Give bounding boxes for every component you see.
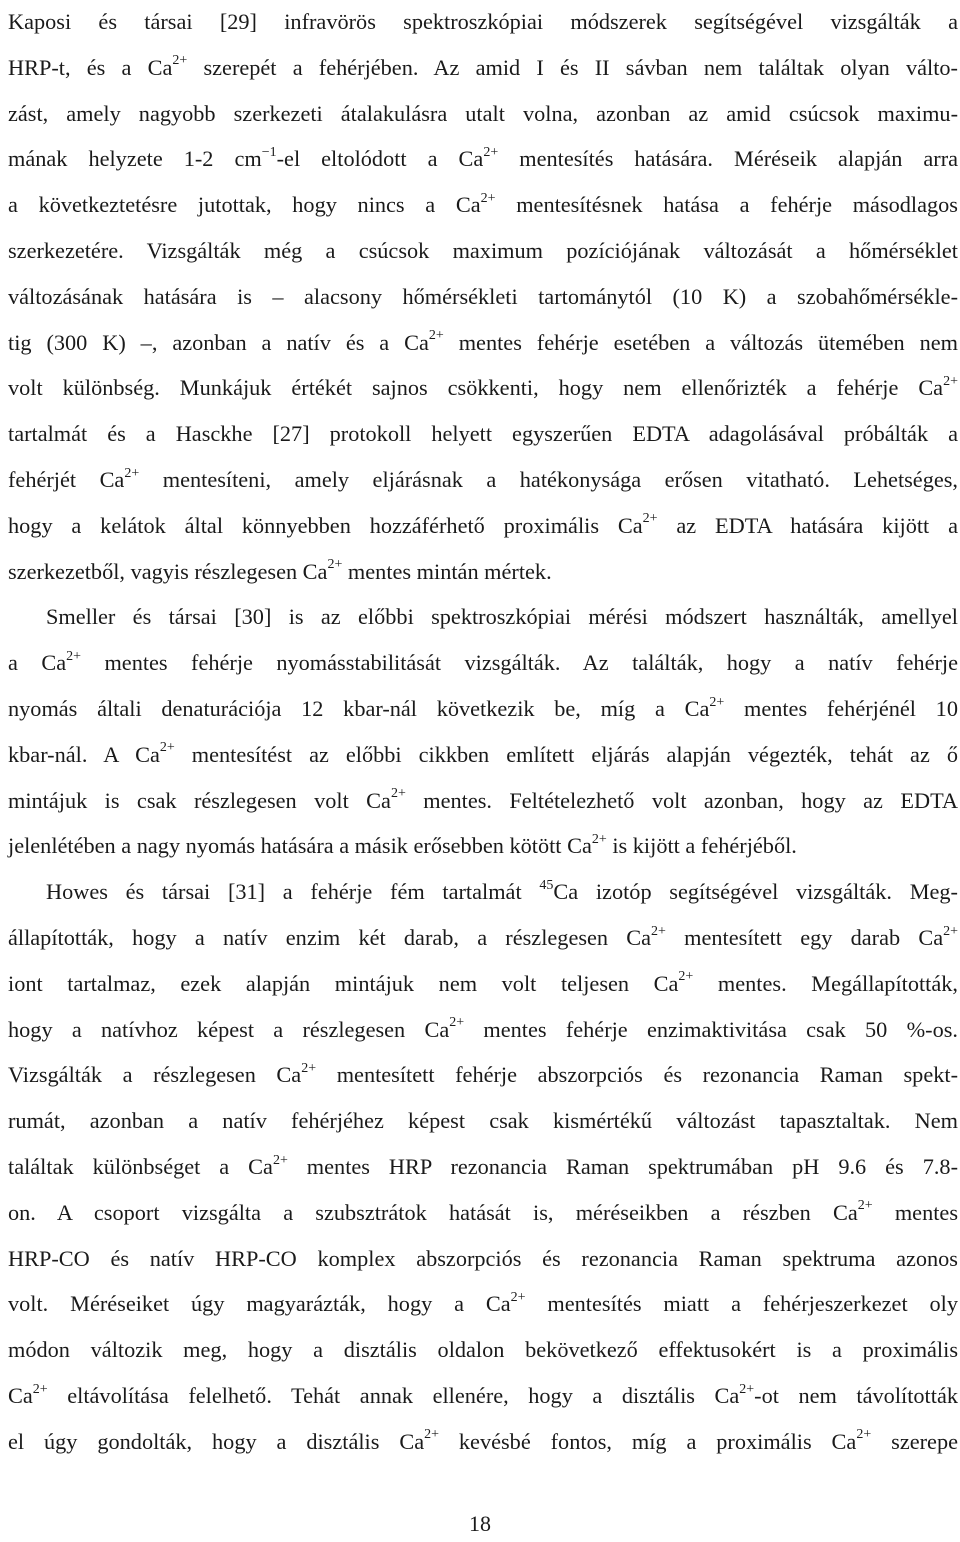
superscript: 2+ [272, 1152, 288, 1168]
text-segment: -el eltolódott a Ca [276, 146, 484, 172]
superscript: 2+ [510, 1289, 526, 1305]
text-line [8, 0, 958, 44]
text-segment: hogy a natívhoz képest a részlegesen Ca [8, 1016, 450, 1042]
text-line [8, 595, 958, 639]
superscript: 2+ [480, 190, 496, 206]
superscript: 2+ [678, 969, 694, 985]
text-line [8, 1008, 958, 1052]
text-segment: HRP-t, és a Ca [8, 54, 173, 80]
text-line [8, 1099, 958, 1143]
superscript: 2+ [943, 923, 958, 939]
text-segment: rumát, azonban a natív fehérjéhez képest csak kismértékű változást tapasztaltak. Nem [8, 1108, 958, 1134]
text-segment: mentes HRP rezonancia Raman spektrumában pH 9.6 és 7.8- [287, 1154, 958, 1179]
text-segment: nyomás általi denaturációja 12 kbar-nál következik be, míg a Ca [8, 696, 710, 721]
text-line [8, 92, 958, 136]
text-segment: változásának hatására is – alacsony hőmérsékleti tartománytól (10 K) a szobahőmérsékle- [8, 283, 958, 309]
text-segment: az EDTA hatására kijött a [657, 512, 958, 538]
superscript: 2+ [857, 1198, 873, 1214]
text-segment: szerkezetből, vagyis részlegesen Ca [8, 558, 328, 584]
text-segment: szerepe [871, 1428, 958, 1454]
text-segment: Ca izotóp segítségével vizsgálták. Meg- [553, 879, 958, 905]
text-segment: kbar-nál. A Ca [8, 741, 160, 767]
superscript: 2+ [483, 144, 499, 160]
text-segment: mentesíteni, amely eljárásnak a hatékonysága erősen vitatható. Lehetséges, [139, 467, 959, 492]
text-line [8, 229, 958, 273]
text-segment: hogy a kelátok által könnyebben hozzáférhető proximális Ca [8, 512, 643, 538]
superscript: 2+ [709, 694, 725, 710]
text-segment: mentesítés hatására. Méréseik alapján arra [498, 146, 959, 172]
text-segment: mintájuk is csak részlegesen volt Ca [8, 787, 391, 813]
text-line [8, 1328, 958, 1372]
superscript: −1 [261, 144, 277, 160]
superscript: 2+ [642, 511, 658, 527]
text-line [8, 1282, 958, 1326]
superscript: 2+ [651, 923, 666, 939]
superscript: 2+ [943, 373, 958, 389]
text-segment: on. A csoport vizsgálta a szubsztrátok hatását is, méréseikben a részben Ca [8, 1199, 858, 1225]
text-line [8, 916, 958, 960]
text-line [8, 1053, 958, 1097]
text-line [8, 183, 958, 227]
text-line [8, 504, 958, 548]
text-line [8, 641, 958, 685]
text-line [8, 458, 958, 502]
text-segment: a Ca [8, 650, 67, 676]
text-segment: mentes [872, 1199, 958, 1225]
superscript: 2+ [428, 328, 444, 344]
text-segment: Howes és társai [31] a fehérje fém tartalmát [46, 879, 540, 905]
text-segment: kevésbé fontos, míg a proximális Ca [439, 1428, 857, 1454]
text-segment: el úgy gondolták, hogy a disztális Ca [8, 1428, 425, 1454]
text-segment: a következtetésre jutottak, hogy nincs a Ca [8, 192, 481, 218]
text-line [8, 321, 958, 365]
text-line [8, 137, 958, 181]
superscript: 2+ [591, 831, 607, 847]
text-line [8, 824, 958, 868]
text-segment: eltávolítása felelhető. Tehát annak ellenére, hogy a disztális Ca [47, 1383, 740, 1408]
text-segment: mentes fehérje enzimaktivitása csak 50 %-os. [464, 1016, 958, 1042]
text-line [8, 1420, 958, 1464]
text-line [8, 962, 958, 1006]
text-segment: Vizsgálták a részlegesen Ca [8, 1062, 302, 1088]
text-segment: tig (300 K) –, azonban a natív és a Ca [8, 329, 429, 355]
text-segment: volt. Méréseiket úgy magyarázták, hogy a Ca [8, 1291, 511, 1317]
text-line [8, 412, 958, 456]
text-segment: volt különbség. Munkájuk értékét sajnos csökkenti, hogy nem ellenőrizték a fehérje Ca [8, 375, 944, 401]
superscript: 2+ [424, 1427, 439, 1443]
text-segment: jelenlétében a nagy nyomás hatására a másik erősebben kötött Ca [8, 833, 592, 859]
text-line [8, 46, 958, 90]
text-segment: is kijött a fehérjéből. [606, 833, 797, 859]
text-segment: Ca [8, 1383, 33, 1408]
text-line [8, 870, 958, 914]
text-segment: szerepét a fehérjében. Az amid I és II sávban nem találtak olyan válto- [187, 54, 958, 80]
text-segment: tartalmát és a Hasckhe [27] protokoll helyett egyszerűen EDTA adagolásával próbálták a [8, 421, 958, 447]
text-segment: mának helyzete 1-2 cm [8, 146, 262, 172]
text-segment: mentes. Feltételezhető volt azonban, hogy az EDTA [405, 787, 958, 813]
text-segment: szerkezetére. Vizsgálták még a csúcsok maximum pozíciójának változását a hőmérséklet [8, 238, 958, 263]
text-line [8, 1374, 958, 1418]
superscript: 2+ [739, 1381, 755, 1397]
text-line [8, 733, 958, 777]
text-line [8, 687, 958, 731]
superscript: 2+ [66, 648, 82, 664]
text-segment: mentesítést az előbbi cikkben említett eljárás alapján végezték, tehát az ő [174, 741, 958, 767]
text-line [8, 1145, 958, 1189]
text-segment: mentes. Megállapították, [693, 970, 958, 996]
text-segment: mentesített fehérje abszorpciós és rezonancia Raman spekt- [316, 1062, 958, 1088]
superscript: 2+ [124, 465, 140, 481]
superscript: 2+ [301, 1060, 317, 1076]
text-segment: Smeller és társai [30] is az előbbi spektroszkópiai mérési módszert használták, amellyel [46, 604, 958, 630]
text-segment: mentes mintán mértek. [342, 558, 552, 584]
text-segment: mentesített egy darab Ca [665, 925, 944, 950]
text-line [8, 366, 958, 410]
text-segment: módon változik meg, hogy a disztális oldalon bekövetkező effektusokért is a proximális [8, 1337, 958, 1363]
text-segment: Kaposi és társai [29] infravörös spektroszkópiai módszerek segítségével vizsgálták a [8, 9, 958, 34]
text-segment: -ot nem távolították [754, 1383, 958, 1408]
text-segment: találtak különbséget a Ca [8, 1154, 273, 1179]
text-line [8, 275, 958, 319]
superscript: 2+ [172, 53, 188, 69]
text-segment: mentesítésnek hatása a fehérje másodlagos [495, 192, 958, 218]
superscript: 2+ [449, 1015, 465, 1031]
text-segment: fehérjét Ca [8, 467, 125, 492]
text-segment: mentesítés miatt a fehérjeszerkezet oly [525, 1291, 958, 1317]
page-number: 18 [469, 1511, 491, 1536]
superscript: 2+ [856, 1427, 872, 1443]
text-line [8, 1191, 958, 1235]
superscript: 2+ [32, 1381, 48, 1397]
text-segment: mentes fehérjénél 10 [724, 696, 958, 721]
superscript: 45 [539, 877, 554, 893]
superscript: 2+ [327, 557, 343, 573]
text-line [8, 779, 958, 823]
text-segment: iont tartalmaz, ezek alapján mintájuk nem volt teljesen Ca [8, 970, 679, 996]
text-line [8, 1237, 958, 1281]
text-segment: állapították, hogy a natív enzim két darab, a részlegesen Ca [8, 925, 652, 950]
text-segment: HRP-CO és natív HRP-CO komplex abszorpciós és rezonancia Raman spektruma azonos [8, 1245, 958, 1271]
superscript: 2+ [390, 786, 406, 802]
superscript: 2+ [159, 740, 175, 756]
text-line [8, 550, 958, 594]
text-segment: zást, amely nagyobb szerkezeti átalakulásra utalt volna, azonban az amid csúcsok maximu- [8, 100, 958, 126]
text-segment: mentes fehérje nyomásstabilitását vizsgálták. Az találták, hogy a natív fehérje [81, 650, 958, 676]
text-segment: mentes fehérje esetében a változás ütemében nem [443, 329, 958, 355]
